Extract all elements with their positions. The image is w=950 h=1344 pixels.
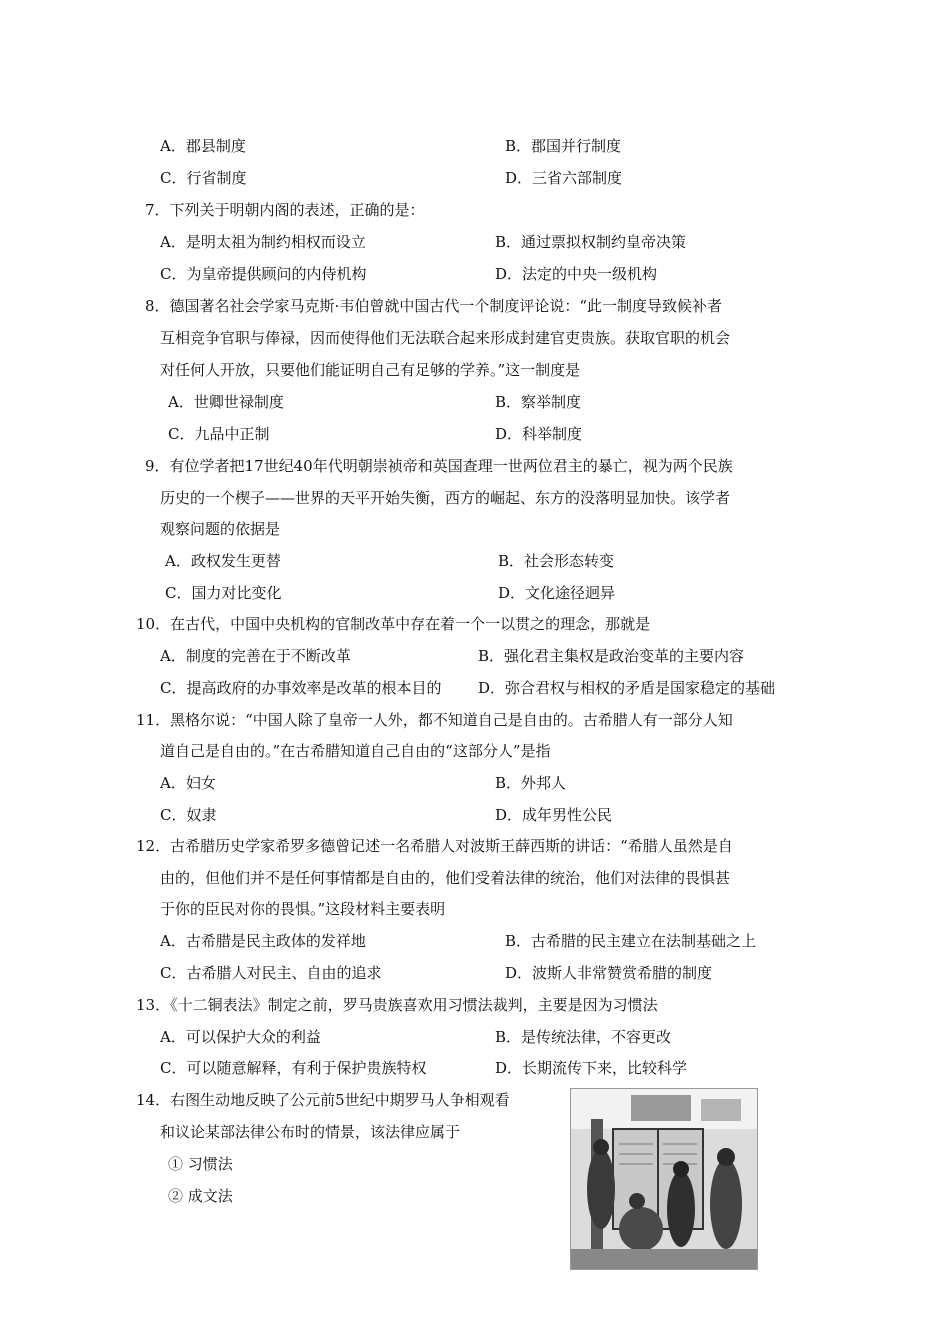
q12-option-a: A．古希腊是民主政体的发祥地 [160,932,366,950]
q10-option-d: D．弥合君权与相权的矛盾是国家稳定的基础 [478,679,776,697]
q10-stem: 10．在古代，中国中央机构的官制改革中存在着一个一以贯之的理念，那就是 [136,615,651,633]
q6-option-b: B．郡国并行制度 [505,137,622,155]
q13-option-a: A．可以保护大众的利益 [160,1028,321,1046]
roman-law-illustration [570,1088,758,1270]
q14-stem-line1: 14．右图生动地反映了公元前5世纪中期罗马人争相观看 [136,1091,510,1109]
q14-stem-line2: 和议论某部法律公布时的情景，该法律应属于 [160,1123,461,1141]
q8-stem-line3: 对任何人开放，只要他们能证明自己有足够的学养。”这一制度是 [160,361,581,379]
q11-option-b: B．外邦人 [495,774,567,792]
q7-option-a: A．是明太祖为制约相权而设立 [160,233,366,251]
q13-option-c: C．可以随意解释，有利于保护贵族特权 [160,1059,427,1077]
q7-stem: 7．下列关于明朝内阁的表述，正确的是： [145,201,425,219]
q10-option-b: B．强化君主集权是政治变革的主要内容 [478,647,745,665]
q11-option-c: C．奴隶 [160,806,217,824]
q12-stem-line2: 由的，但他们并不是任何事情都是自由的，他们受着法律的统治，他们对法律的畏惧甚 [160,869,731,887]
q8-option-c: C．九品中正制 [168,425,270,443]
q9-stem-line1: 9．有位学者把17世纪40年代明朝崇祯帝和英国查理一世两位君主的暴亡，视为两个民族 [145,457,733,475]
q6-option-c: C．行省制度 [160,169,247,187]
q9-stem-line2: 历史的一个楔子——世界的天平开始失衡，西方的崛起、东方的没落明显加快。该学者 [160,489,731,507]
q12-option-d: D．波斯人非常赞赏希腊的制度 [505,964,713,982]
q9-option-b: B．社会形态转变 [498,552,615,570]
q13-option-b: B．是传统法律，不容更改 [495,1028,672,1046]
q12-stem-line3: 于你的臣民对你的畏惧。”这段材料主要表明 [160,900,446,918]
q9-option-a: A．政权发生更替 [165,552,281,570]
q7-option-d: D．法定的中央一级机构 [495,265,658,283]
q11-stem-line2: 道自己是自由的。”在古希腊知道自己自由的“这部分人”是指 [160,742,551,760]
q11-option-d: D．成年男性公民 [495,806,613,824]
q8-stem-line1: 8．德国著名社会学家马克斯·韦伯曾就中国古代一个制度评论说：“此一制度导致候补者 [145,297,722,315]
q12-stem-line1: 12．古希腊历史学家希罗多德曾记述一名希腊人对波斯王薛西斯的讲话：“希腊人虽然是自 [136,837,733,855]
q12-option-b: B．古希腊的民主建立在法制基础之上 [505,932,757,950]
q11-stem-line1: 11．黑格尔说：“中国人除了皇帝一人外，都不知道自己是自由的。古希腊人有一部分人知 [136,711,733,729]
q7-option-b: B．通过票拟权制约皇帝决策 [495,233,687,251]
q13-option-d: D．长期流传下来，比较科学 [495,1059,688,1077]
q8-stem-line2: 互相竞争官职与俸禄，因而使得他们无法联合起来形成封建官吏贵族。获取官职的机会 [160,329,731,347]
q6-option-d: D．三省六部制度 [505,169,623,187]
q8-option-b: B．察举制度 [495,393,582,411]
q9-option-d: D．文化途径迥异 [498,584,616,602]
q6-option-a: A．郡县制度 [160,137,246,155]
q11-option-a: A．妇女 [160,774,216,792]
q9-option-c: C．国力对比变化 [165,584,282,602]
q9-stem-line3: 观察问题的依据是 [160,520,281,538]
q14-choice-2: ② 成文法 [168,1187,233,1205]
q8-option-d: D．科举制度 [495,425,583,443]
q13-stem: 13．《十二铜表法》制定之前，罗马贵族喜欢用习惯法裁判，主要是因为习惯法 [136,996,658,1014]
q8-option-a: A．世卿世禄制度 [168,393,284,411]
q7-option-c: C．为皇帝提供顾问的内侍机构 [160,265,367,283]
q10-option-a: A．制度的完善在于不断改革 [160,647,351,665]
q12-option-c: C．古希腊人对民主、自由的追求 [160,964,382,982]
q14-choice-1: ① 习惯法 [168,1155,233,1173]
q10-option-c: C．提高政府的办事效率是改革的根本目的 [160,679,442,697]
